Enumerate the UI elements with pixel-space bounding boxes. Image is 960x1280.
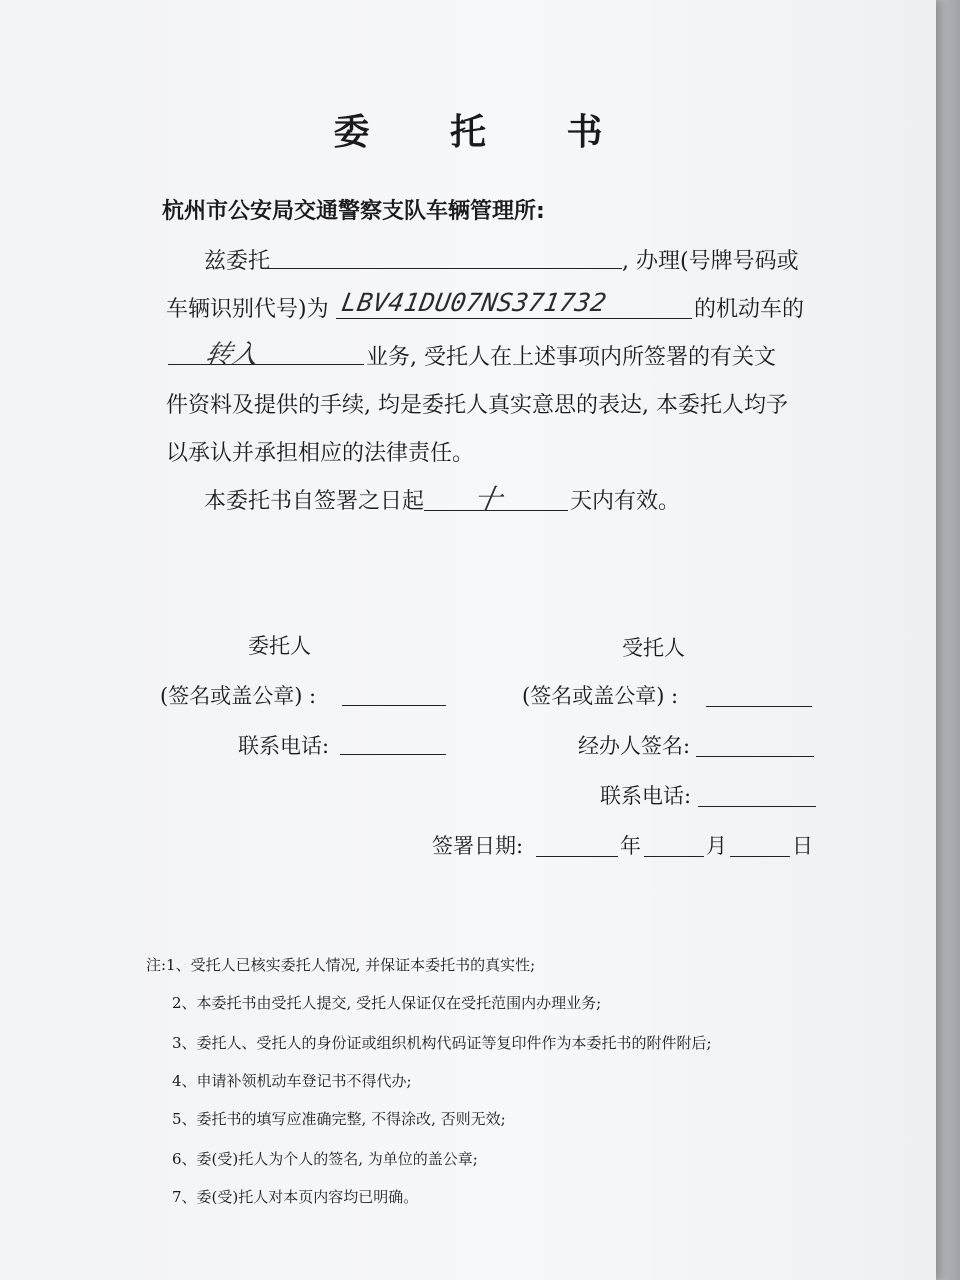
month-blank	[644, 856, 704, 857]
note-1: 注:1、受托人已核实委托人情况, 并保证本委托书的真实性;	[146, 956, 536, 974]
para1-line1-prefix: 兹委托	[204, 249, 271, 274]
para2-prefix: 本委托书自签署之日起	[204, 489, 425, 514]
principal-phone-blank	[340, 754, 446, 755]
agent-phone-blank	[698, 806, 816, 807]
note-5: 5、委托书的填写应准确完整, 不得涂改, 否则无效;	[172, 1110, 506, 1128]
para1-line2-suffix: 的机动车的	[694, 297, 805, 322]
para2-suffix: 天内有效。	[570, 489, 681, 514]
principal-phone-label: 联系电话:	[238, 734, 330, 758]
vin-handwritten: LBV41DU07NS371732	[339, 288, 609, 317]
agent-handler-label: 经办人签名:	[578, 734, 691, 758]
year-blank	[536, 856, 618, 857]
day-blank	[730, 856, 790, 857]
business-blank	[168, 364, 364, 365]
agent-sign-label: (签名或盖公章) :	[522, 684, 679, 708]
note-6: 6、委(受)托人为个人的签名, 为单位的盖公章;	[172, 1150, 478, 1168]
note-7: 7、委(受)托人对本页内容均已明确。	[172, 1188, 419, 1206]
document-title: 委 托 书	[333, 111, 637, 153]
day-label: 日	[792, 834, 813, 858]
principal-sign-label: (签名或盖公章) :	[160, 684, 317, 708]
year-label: 年	[620, 834, 641, 858]
agent-sign-blank	[706, 706, 812, 707]
principal-heading: 委托人	[248, 634, 311, 658]
principal-sign-blank	[342, 705, 446, 706]
para1-line5: 以承认并承担相应的法律责任。	[166, 441, 475, 466]
agent-phone-label: 联系电话:	[600, 784, 692, 808]
para1-line2-prefix: 车辆识别代号)为	[166, 297, 329, 322]
business-handwritten: 转入	[202, 340, 261, 370]
note-4: 4、申请补领机动车登记书不得代办;	[172, 1072, 412, 1090]
agent-heading: 受托人	[622, 636, 685, 660]
days-handwritten: 十	[470, 483, 505, 516]
note-2: 2、本委托书由受托人提交, 受托人保证仅在受托范围内办理业务;	[172, 994, 602, 1012]
para1-line1-suffix: , 办理(号牌号码或	[622, 249, 799, 274]
vin-blank	[336, 318, 692, 319]
addressee: 杭州市公安局交通警察支队车辆管理所:	[162, 199, 545, 224]
principal-name-blank	[266, 268, 622, 269]
agent-handler-blank	[696, 756, 814, 757]
para1-line4: 件资料及提供的手续, 均是委托人真实意思的表达, 本委托人均予	[166, 393, 788, 418]
note-3: 3、委托人、受托人的身份证或组织机构代码证等复印件作为本委托书的附件附后;	[172, 1034, 712, 1052]
para1-line3-suffix: 业务, 受托人在上述事项内所签署的有关文	[366, 345, 776, 370]
date-label: 签署日期:	[432, 834, 524, 858]
month-label: 月	[706, 834, 727, 858]
